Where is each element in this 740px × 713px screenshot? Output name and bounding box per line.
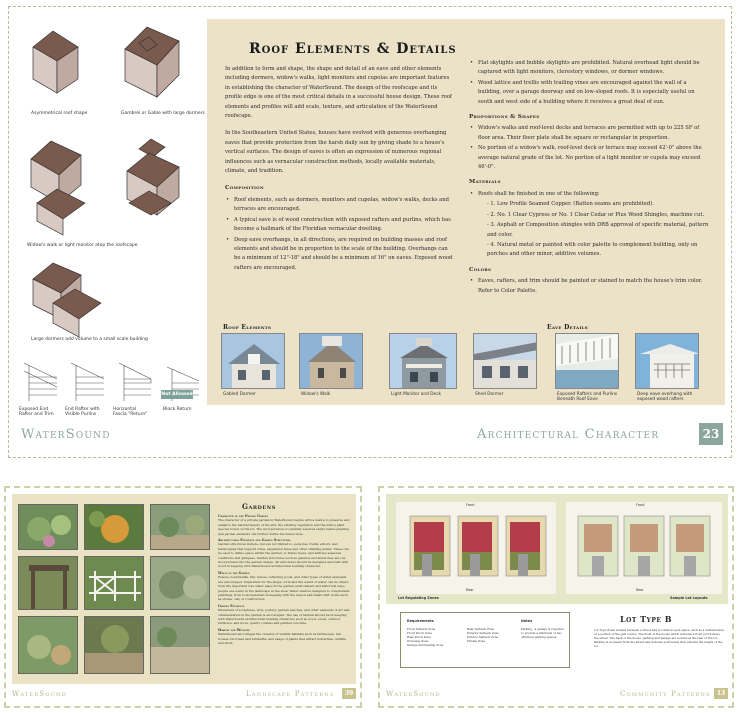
lot-page-number: 13 (714, 688, 728, 699)
intro-paragraph: In addition to form and shape, the shape and detail of an eave and other elements including dormers, widow's walks, light monitors and cupolas are important features in establishing the character of WaterSound. The design of the roofscape and its profile edge is one of the most critical details in a successful house design. These roof elements and profiles will add scale, texture, and articulation of the WaterSound roofscape. (225, 66, 452, 120)
sketch-caption-1: Asymmetrical roof shape (31, 111, 88, 116)
gardens-heading-3: Walls in the Garden (218, 570, 250, 575)
gardens-heading-5: Habitat for Wildlife (218, 627, 250, 632)
lot-footer-section: Community Patterns (620, 690, 711, 698)
list-item: Exterior Setback Zone (467, 631, 499, 635)
garden-photo-9 (150, 616, 210, 674)
requirements-list-2 (467, 627, 519, 643)
gardens-body-3: Fences, boardwalks, tiki, fences, reflecting pools, and other types of water elements are encouraged. Inspiration for the shape, form and the sound of water can be drawn from the important role water plays in the garden environment and historical ways people use water in the landscape in the area. Water shall be designed to complement plantings, from local materials in keeping with the region and small craft works such as stones, clay or construction. (218, 575, 350, 602)
lot-footer-brand: WaterSound (386, 690, 441, 698)
light-monitor-sketch (119, 129, 199, 239)
garden-photo-6 (150, 556, 210, 610)
gardens-heading-4: Garden Elements (218, 603, 245, 608)
widows-walk-sketch (23, 129, 103, 239)
gardens-heading-2: Architectural Elements and Garden Structures (218, 538, 291, 543)
rear-label-left: Rear (466, 588, 474, 592)
shed-dormer-photo (473, 333, 537, 389)
list-item: • Deep eave overhangs, in all directions, are required on building masses and roof elements and should be in proportion to the scale of the building. Overhangs can be a minimum of 12"-18" and should be a minimum of 16" on eaves. Exposed wood rafters are encouraged. (225, 236, 455, 274)
list-item: • Flat skylights and bubble skylights are prohibited. Natural overhead light should be captured with light monitors, clerestory windows, or dormer windows. (469, 59, 709, 78)
gardens-heading-1: Character of the Private Garden (218, 514, 269, 518)
proportions-list (469, 124, 709, 172)
colors-list (469, 277, 709, 296)
list-item: - 2. No. 1 Clear Cypress or No. 1 Clear Cedar or Plus Wood Shingles, machine cut. (487, 211, 705, 218)
front-label-right: Front (636, 503, 645, 507)
garden-photo-5 (84, 556, 144, 610)
gardens-title: Gardens (242, 502, 276, 511)
eave-caption-3: Horizontal Fascia "Return" (113, 407, 148, 417)
widows-walk-photo (299, 333, 363, 389)
list-item: Garage and Parking Zone (407, 643, 444, 647)
sketch-caption-2: Gambrel or Gable with large dormers (121, 111, 205, 116)
large-dormers-sketch (23, 253, 113, 343)
list-item: Rear Porch Zone (407, 635, 431, 639)
footer-brand: WaterSound (21, 427, 111, 442)
materials-list (469, 190, 709, 260)
eave-caption-2: End Rafter with Visible Purlins (65, 407, 100, 417)
proportions-heading: Proportions & Shapes (469, 114, 540, 121)
list-item: • Widow's walks and roof-level decks and terraces are permitted with up to 225 SF of floor area. Their floor plate shall be square or rectangular in proportion. (469, 124, 709, 143)
exposed-rafters-photo (555, 333, 619, 389)
lot-type-title: Lot Type B (620, 614, 672, 624)
gardens-footer-section: Landscape Patterns (246, 690, 335, 698)
gardens-footer-brand: WaterSound (12, 690, 67, 698)
lot-regulating-zones-plan (396, 502, 556, 594)
sample-lot-layouts-plan (566, 502, 722, 594)
front-label-left: Front (466, 503, 475, 507)
gardens-body-4: Placement of sculptures, urns, pottery, garden benches, and other elements of art and ornamentation in the garden is encouraged. The use of natural should be in keeping with WaterSound architectural building character, such as wood, stone, outdoor furniture, and more, quarry cobbles and painted concrete. (218, 608, 350, 626)
rear-label-right: Rear (636, 588, 644, 592)
eave-sketches (19, 357, 209, 407)
list-item: • No portion of a widow's walk, roof-level deck or terrace may exceed 42'-0" above the average natural grade of the lot. No portion of a light monitor or cupola may exceed 46'-0". (469, 144, 709, 172)
roof-elements-panel (207, 19, 725, 329)
light-monitor-photo (389, 333, 457, 389)
gardens-spread (4, 486, 362, 708)
garden-photo-8 (84, 616, 144, 674)
materials-heading: Materials (469, 179, 501, 186)
gardens-text (218, 512, 352, 645)
skylight-list (469, 59, 709, 107)
photo-caption-6: Deep eave overhang with exposed wood rafters (637, 392, 693, 402)
lot-type-description: Lot Type B are located between a street and a common open space, such as a wetland area or a portion of the golf course. The front of the house which includes a front porch faces the street. The back of the house, parking and garage are located at the rear of the lot. Parking is accessed from the street and includes a driveway that extends the length of the lot. (594, 628, 724, 648)
roof-elements-label: Roof Elements (223, 324, 272, 331)
colors-heading: Colors (469, 266, 492, 273)
gambrel-roof-sketch (117, 17, 197, 117)
photo-caption-3: Light Monitor and Deck (391, 392, 442, 397)
sample-lot-caption: Sample Lot Layouts (670, 596, 708, 600)
requirements-box (400, 612, 570, 668)
list-item: Rear Setback Zone (467, 627, 495, 631)
text-column-2 (469, 59, 709, 297)
list-item: - 3. Asphalt or Composition shingles with DRB approval of specific material, pattern and color. (487, 222, 709, 238)
gabled-dormer-photo (221, 333, 285, 389)
photo-caption-5: Exposed Rafters and Purlins Beneath Roof Eave (557, 392, 618, 402)
garden-photo-2 (84, 504, 144, 550)
composition-heading: Composition (225, 185, 264, 192)
text-column-1 (225, 65, 455, 274)
list-item: • Roof elements, such as dormers, monitors and cupolas, widow's walks, decks and terraces are encouraged. (225, 196, 455, 215)
list-item: Front Porch Zone (407, 631, 432, 635)
eaves-paragraph: In the Southeastern United States, houses have evolved with generous overhanging eaves that provide protection from the harsh daily sun by giving shade to a house's vertical surfaces. The design of eaves is often an expression of numerous regional influences such as vernacular construction methods, locally available materials, climate, and tradition. (225, 130, 447, 175)
sketch-caption-4: Large dormers add volume to a small scale building (31, 337, 148, 342)
notes-heading: Notes (521, 619, 533, 623)
list-item: Front Setback Zone (407, 627, 436, 631)
not-allowed-badge: Not Allowed (161, 392, 193, 397)
gardens-body-1: The character of a private garden in WaterSound begins with a desire to preserve and enhance the natural beauty of the site; the existing vegetation and the native plant species found on the lot. The incorporation of carefully selected sandy native planting and garden elements can further define the dunes style. (218, 518, 350, 536)
list-item: • Roofs shall be finished in one of the following: (469, 190, 709, 199)
gardens-body-2: Garden structures include, but are not limited to, pergolas, trellis, arbors, and landscaping that support vines, espaliered trees and other climbing plants. These can be used to define space within the garden, to frame views, and address seasonal conditions and glimpses. Garden structures such as gazebos and sheds may also be incorporated into the garden design. All structures should be designed and built with wood in keeping with WaterSound architectural building character. (218, 542, 349, 569)
requirements-heading: Requirements (407, 619, 434, 623)
photo-caption-2: Widow's Walk (301, 392, 331, 397)
list-item: - 1. Low Profile Seamed Copper. (Batten seams are prohibited). (487, 201, 654, 208)
list-item: Private Zone (467, 639, 486, 643)
garden-photo-7 (18, 616, 78, 674)
eave-caption-4: Block Return (163, 407, 192, 412)
requirements-list-1 (407, 627, 463, 647)
list-item: Interior Setback Zone (467, 635, 499, 639)
photo-caption-1: Gabled Dormer (223, 392, 256, 397)
garden-photo-4 (18, 556, 78, 610)
page-number: 23 (699, 423, 723, 445)
list-item: - 4. Natural metal or painted with color palette to complement building, only on porches and other minor, additive volumes. (487, 241, 698, 258)
gardens-body-5: WaterSound encourages the creation of wildlife habitats such as birdhouses, bat houses, bird feed and birdbaths, and usage of plants that attract butterflies, wildlife and birds. (218, 632, 347, 645)
asymmetrical-roof-sketch (23, 17, 93, 117)
list-item: • A typical eave is of wood construction with exposed rafters and purlins, which has become a hallmark of the Floridian vernacular dwelling. (225, 216, 455, 235)
deep-eave-photo (635, 333, 699, 389)
architectural-character-spread (8, 6, 732, 458)
community-patterns-spread (378, 486, 734, 708)
eave-caption-1: Exposed End Rafter and Trim (19, 407, 54, 417)
gardens-page-number: 39 (342, 688, 356, 699)
page-title: Roof Elements & Details (249, 41, 457, 57)
eave-details-label: Eave Details (547, 324, 588, 331)
sketch-caption-3: Widow's walk or light monitor atop the roofscape (27, 243, 138, 248)
footer-section: Architectural Character (477, 427, 660, 442)
list-item: • Eaves, rafters, and trim should be painted or stained to match the house's trim color. Refer to Color Palette. (469, 277, 709, 296)
list-item: • Wood lattice and trellis with trailing vines are encouraged against the wall of a building, over a garage doorway and on low-sloped roofs. It is especially useful on south and west side of a building where it receives a great deal of sun. (469, 79, 709, 107)
list-item: Driveway Zone (407, 639, 429, 643)
notes-text: Parking - a garage is required to provide a minimum of two off-street parking spaces. (521, 627, 564, 639)
lot-regulating-caption: Lot Regulating Zones (398, 596, 439, 600)
garden-photo-3 (150, 504, 210, 550)
composition-list (225, 196, 455, 273)
photo-caption-4: Shed Dormer (475, 392, 504, 397)
garden-photo-1 (18, 504, 78, 550)
